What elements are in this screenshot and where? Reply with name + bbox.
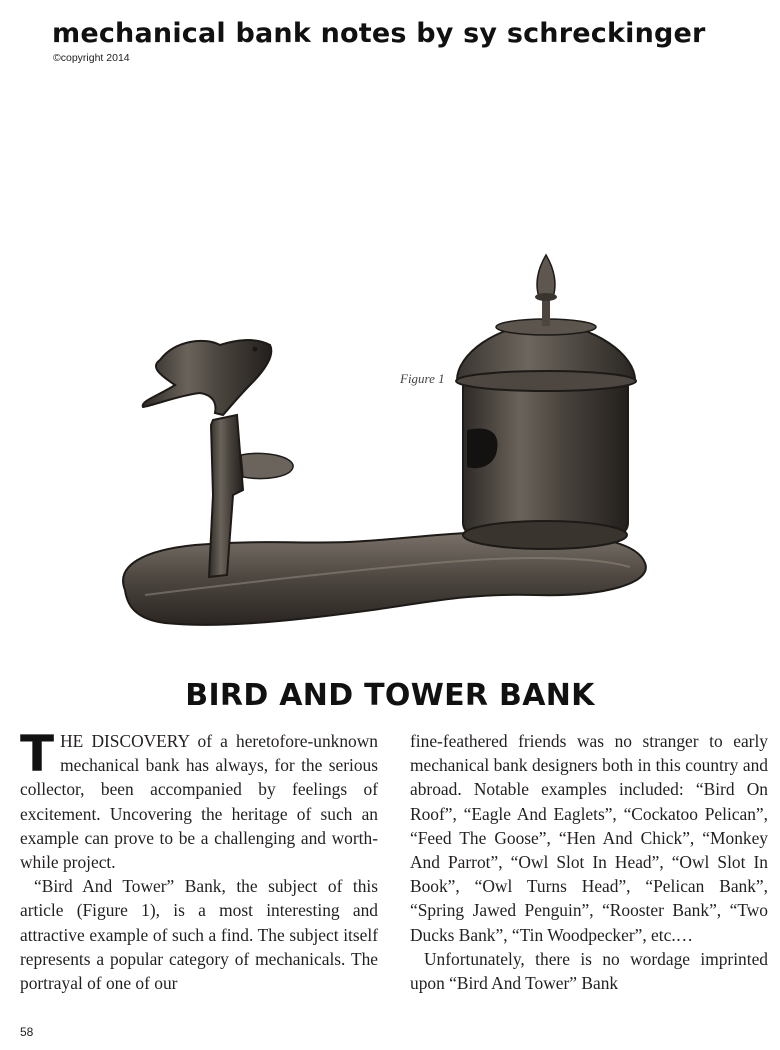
copyright-notice: ©copyright 2014 [53, 52, 130, 64]
drop-cap: T [20, 725, 55, 783]
bird-and-tower-bank-photo [105, 245, 665, 645]
article-paragraph: fine-feathered friends was no stranger to early mechanical bank designers both in this country and abroad. Notable examples included: “Bird On Roof”, “Eagle And Eaglets”, “Cockatoo Pelican”, “Feed The Goose”, “Hen And Chick”, “Monkey And Parrot”, “Owl Slot In Head”, “Owl Slot In Book”, “Owl Turns Head”, “Pelican Bank”, “Spring Jawed Penguin”, “Rooster Bank”, “Two Ducks Bank”, “Tin Woodpecker”, etc.… [410, 731, 768, 945]
coin-tray [241, 453, 293, 478]
bird-figure [143, 340, 272, 415]
page-number: 58 [20, 1025, 34, 1039]
article-paragraph: “Bird And Tower” Bank, the subject of this article (Figure 1), is a most interesting and attractive example of such a find. The subject itself represents a popular category of mechanicals. The portrayal of one of our [20, 876, 378, 994]
tower-finial [537, 255, 555, 297]
article-paragraph: THE DISCOVERY of a heretofore-unknown mechanical bank has always, for the serious collector, been accompanied by feelings of excitement. Uncovering the heritage of such an example can prove to be a challenging and worth-while project. [20, 725, 378, 873]
page-header-title: mechanical bank notes by sy schreckinger [52, 18, 706, 49]
article-column-right [410, 729, 768, 995]
figure-caption: Figure 1 [400, 371, 445, 386]
article-paragraph: Unfortunately, there is no wordage imprinted upon “Bird And Tower” Bank [410, 948, 768, 994]
article-title: BIRD AND TOWER BANK [185, 678, 595, 713]
article-column-left [20, 725, 378, 995]
